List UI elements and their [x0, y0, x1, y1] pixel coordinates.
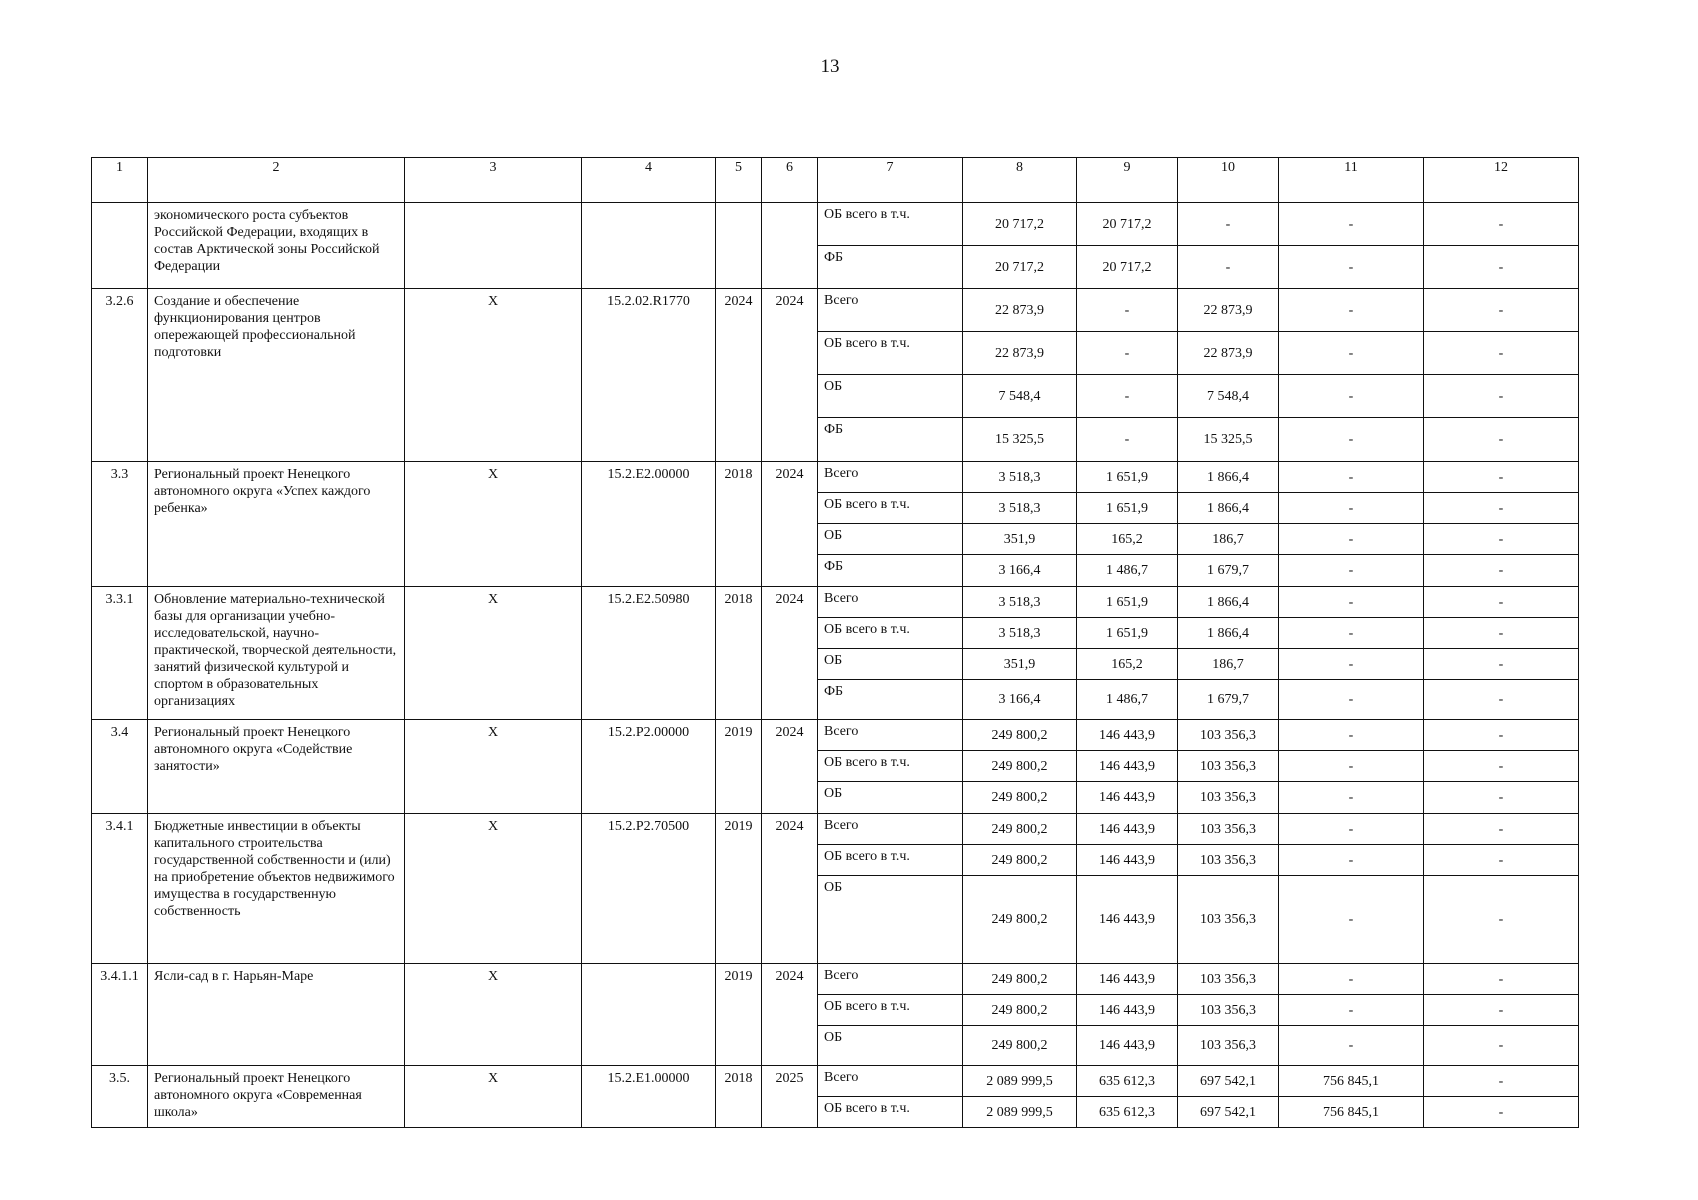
amount-total-cell: 22 873,9 — [963, 289, 1077, 332]
amount-total-cell: 3 518,3 — [963, 618, 1077, 649]
amount-cell: - — [1424, 418, 1579, 462]
amount-cell: 15 325,5 — [1178, 418, 1279, 462]
table-row — [92, 964, 1579, 995]
budget-code-cell: 15.2.02.R1770 — [582, 289, 716, 462]
amount-total-cell: 3 518,3 — [963, 462, 1077, 493]
amount-total-cell: 7 548,4 — [963, 375, 1077, 418]
item-number-cell — [92, 203, 148, 289]
budget-code-cell: 15.2.E2.00000 — [582, 462, 716, 587]
item-name-cell: Региональный проект Ненецкого автономного округа «Успех каждого ребенка» — [148, 462, 405, 587]
end-year-cell: 2025 — [762, 1066, 818, 1128]
col-header: 5 — [716, 158, 762, 203]
amount-cell: 1 651,9 — [1077, 462, 1178, 493]
amount-cell: - — [1279, 524, 1424, 555]
amount-total-cell: 249 800,2 — [963, 814, 1077, 845]
amount-total-cell: 249 800,2 — [963, 1026, 1077, 1066]
amount-cell: - — [1279, 649, 1424, 680]
amount-cell: 103 356,3 — [1178, 845, 1279, 876]
budget-table — [91, 157, 1579, 1128]
amount-total-cell: 20 717,2 — [963, 246, 1077, 289]
amount-cell: - — [1424, 587, 1579, 618]
funding-source-cell: ОБ всего в т.ч. — [818, 995, 963, 1026]
funding-source-cell: Всего — [818, 1066, 963, 1097]
end-year-cell: 2024 — [762, 289, 818, 462]
amount-total-cell: 22 873,9 — [963, 332, 1077, 375]
col3-cell: X — [405, 814, 582, 964]
amount-cell: 146 443,9 — [1077, 964, 1178, 995]
amount-cell: 103 356,3 — [1178, 1026, 1279, 1066]
amount-total-cell: 351,9 — [963, 649, 1077, 680]
amount-cell: 146 443,9 — [1077, 876, 1178, 964]
funding-source-cell: ОБ всего в т.ч. — [818, 203, 963, 246]
funding-source-cell: Всего — [818, 964, 963, 995]
amount-total-cell: 3 166,4 — [963, 680, 1077, 720]
funding-source-cell: Всего — [818, 720, 963, 751]
col-header: 1 — [92, 158, 148, 203]
amount-cell: 1 866,4 — [1178, 493, 1279, 524]
start-year-cell: 2024 — [716, 289, 762, 462]
funding-source-cell: ОБ — [818, 1026, 963, 1066]
funding-source-cell: ОБ — [818, 876, 963, 964]
amount-cell: - — [1424, 814, 1579, 845]
amount-cell: 103 356,3 — [1178, 814, 1279, 845]
amount-cell: - — [1279, 876, 1424, 964]
amount-cell: 1 486,7 — [1077, 555, 1178, 587]
amount-cell: - — [1424, 720, 1579, 751]
col-header: 3 — [405, 158, 582, 203]
amount-cell: - — [1424, 555, 1579, 587]
col3-cell: X — [405, 1066, 582, 1128]
budget-code-cell: 15.2.P2.70500 — [582, 814, 716, 964]
table-row — [92, 1066, 1579, 1097]
amount-cell: - — [1424, 782, 1579, 814]
amount-cell: 22 873,9 — [1178, 289, 1279, 332]
amount-cell: - — [1424, 649, 1579, 680]
amount-cell: - — [1279, 751, 1424, 782]
amount-cell: 103 356,3 — [1178, 964, 1279, 995]
item-name-cell: Региональный проект Ненецкого автономного округа «Современная школа» — [148, 1066, 405, 1128]
col-header: 4 — [582, 158, 716, 203]
budget-code-cell — [582, 203, 716, 289]
amount-cell: - — [1279, 587, 1424, 618]
col-header: 8 — [963, 158, 1077, 203]
amount-cell: - — [1178, 203, 1279, 246]
amount-cell: 635 612,3 — [1077, 1066, 1178, 1097]
amount-cell: - — [1279, 375, 1424, 418]
end-year-cell: 2024 — [762, 964, 818, 1066]
amount-cell: - — [1279, 332, 1424, 375]
amount-cell: 103 356,3 — [1178, 720, 1279, 751]
amount-total-cell: 249 800,2 — [963, 845, 1077, 876]
amount-cell: 1 866,4 — [1178, 618, 1279, 649]
amount-cell: - — [1077, 375, 1178, 418]
amount-cell: - — [1077, 418, 1178, 462]
item-name-cell: Ясли-сад в г. Нарьян-Маре — [148, 964, 405, 1066]
amount-cell: - — [1424, 332, 1579, 375]
end-year-cell — [762, 203, 818, 289]
amount-cell: 1 651,9 — [1077, 493, 1178, 524]
amount-cell: 103 356,3 — [1178, 995, 1279, 1026]
amount-cell: - — [1279, 964, 1424, 995]
amount-cell: 146 443,9 — [1077, 814, 1178, 845]
amount-cell: 635 612,3 — [1077, 1097, 1178, 1128]
amount-cell: 103 356,3 — [1178, 751, 1279, 782]
funding-source-cell: ОБ — [818, 524, 963, 555]
item-name-cell: Обновление материально-технической базы для организации учебно-исследовательской, научно-практической, творческой деятельности, занятий физической культурой и спортом в образовательных организациях — [148, 587, 405, 720]
amount-cell: 756 845,1 — [1279, 1066, 1424, 1097]
amount-total-cell: 3 518,3 — [963, 587, 1077, 618]
start-year-cell: 2018 — [716, 587, 762, 720]
end-year-cell: 2024 — [762, 720, 818, 814]
amount-cell: 20 717,2 — [1077, 246, 1178, 289]
budget-code-cell: 15.2.P2.00000 — [582, 720, 716, 814]
table-row — [92, 587, 1579, 618]
amount-total-cell: 249 800,2 — [963, 964, 1077, 995]
item-name-cell: Создание и обеспечение функционирования центров опережающей профессиональной подготовки — [148, 289, 405, 462]
amount-cell: - — [1424, 680, 1579, 720]
funding-source-cell: ФБ — [818, 418, 963, 462]
amount-cell: 1 651,9 — [1077, 587, 1178, 618]
amount-cell: 186,7 — [1178, 524, 1279, 555]
amount-total-cell: 2 089 999,5 — [963, 1066, 1077, 1097]
col3-cell — [405, 203, 582, 289]
end-year-cell: 2024 — [762, 814, 818, 964]
amount-cell: - — [1424, 964, 1579, 995]
col3-cell: X — [405, 720, 582, 814]
table-row — [92, 203, 1579, 246]
amount-cell: - — [1424, 462, 1579, 493]
item-number-cell: 3.2.6 — [92, 289, 148, 462]
amount-cell: - — [1424, 845, 1579, 876]
amount-cell: - — [1279, 995, 1424, 1026]
amount-total-cell: 351,9 — [963, 524, 1077, 555]
col-header: 12 — [1424, 158, 1579, 203]
amount-cell: 146 443,9 — [1077, 995, 1178, 1026]
funding-source-cell: ОБ всего в т.ч. — [818, 1097, 963, 1128]
amount-cell: 146 443,9 — [1077, 751, 1178, 782]
funding-source-cell: ОБ всего в т.ч. — [818, 618, 963, 649]
amount-cell: - — [1279, 618, 1424, 649]
amount-cell: - — [1279, 1026, 1424, 1066]
funding-source-cell: Всего — [818, 289, 963, 332]
amount-cell: - — [1077, 289, 1178, 332]
start-year-cell: 2019 — [716, 814, 762, 964]
amount-cell: 146 443,9 — [1077, 1026, 1178, 1066]
amount-total-cell: 2 089 999,5 — [963, 1097, 1077, 1128]
amount-cell: 1 866,4 — [1178, 462, 1279, 493]
amount-cell: - — [1424, 203, 1579, 246]
item-number-cell: 3.3.1 — [92, 587, 148, 720]
amount-total-cell: 249 800,2 — [963, 751, 1077, 782]
item-number-cell: 3.5. — [92, 1066, 148, 1128]
funding-source-cell: ОБ — [818, 782, 963, 814]
item-number-cell: 3.4.1 — [92, 814, 148, 964]
amount-cell: 1 866,4 — [1178, 587, 1279, 618]
amount-cell: - — [1279, 493, 1424, 524]
amount-cell: - — [1424, 493, 1579, 524]
amount-cell: - — [1424, 375, 1579, 418]
amount-cell: - — [1424, 1066, 1579, 1097]
funding-source-cell: ОБ — [818, 375, 963, 418]
funding-source-cell: ФБ — [818, 555, 963, 587]
col3-cell: X — [405, 587, 582, 720]
amount-cell: 103 356,3 — [1178, 876, 1279, 964]
amount-cell: 165,2 — [1077, 524, 1178, 555]
amount-cell: - — [1279, 680, 1424, 720]
item-name-cell: Бюджетные инвестиции в объекты капитального строительства государственной собственности и (или) на приобретение объектов недвижимого имущества в государственную собственность — [148, 814, 405, 964]
amount-cell: - — [1279, 845, 1424, 876]
amount-cell: - — [1279, 246, 1424, 289]
table-row — [92, 462, 1579, 493]
amount-cell: - — [1279, 814, 1424, 845]
amount-cell: 20 717,2 — [1077, 203, 1178, 246]
end-year-cell: 2024 — [762, 462, 818, 587]
start-year-cell: 2019 — [716, 720, 762, 814]
amount-cell: 697 542,1 — [1178, 1066, 1279, 1097]
amount-cell: 146 443,9 — [1077, 782, 1178, 814]
amount-cell: - — [1279, 203, 1424, 246]
table-row — [92, 814, 1579, 845]
amount-cell: - — [1424, 995, 1579, 1026]
funding-source-cell: Всего — [818, 814, 963, 845]
budget-code-cell — [582, 964, 716, 1066]
col-header: 2 — [148, 158, 405, 203]
start-year-cell: 2018 — [716, 462, 762, 587]
amount-cell: - — [1424, 246, 1579, 289]
start-year-cell: 2018 — [716, 1066, 762, 1128]
item-number-cell: 3.4 — [92, 720, 148, 814]
funding-source-cell: Всего — [818, 587, 963, 618]
amount-cell: - — [1424, 876, 1579, 964]
amount-cell: - — [1279, 289, 1424, 332]
amount-cell: - — [1424, 618, 1579, 649]
amount-total-cell: 3 518,3 — [963, 493, 1077, 524]
funding-source-cell: ОБ всего в т.ч. — [818, 751, 963, 782]
item-name-cell: Региональный проект Ненецкого автономного округа «Содействие занятости» — [148, 720, 405, 814]
col3-cell: X — [405, 964, 582, 1066]
amount-total-cell: 249 800,2 — [963, 876, 1077, 964]
amount-cell: 22 873,9 — [1178, 332, 1279, 375]
amount-total-cell: 20 717,2 — [963, 203, 1077, 246]
amount-cell: - — [1424, 289, 1579, 332]
amount-total-cell: 15 325,5 — [963, 418, 1077, 462]
amount-cell: 1 679,7 — [1178, 680, 1279, 720]
amount-cell: - — [1424, 524, 1579, 555]
page-number: 13 — [820, 56, 840, 77]
col-header: 9 — [1077, 158, 1178, 203]
col-header: 6 — [762, 158, 818, 203]
amount-cell: - — [1279, 555, 1424, 587]
amount-cell: - — [1279, 462, 1424, 493]
col-header: 11 — [1279, 158, 1424, 203]
amount-cell: 1 486,7 — [1077, 680, 1178, 720]
funding-source-cell: ОБ всего в т.ч. — [818, 332, 963, 375]
header-row — [92, 158, 1579, 203]
item-number-cell: 3.3 — [92, 462, 148, 587]
table-row — [92, 289, 1579, 332]
amount-total-cell: 249 800,2 — [963, 995, 1077, 1026]
col-header: 7 — [818, 158, 963, 203]
funding-source-cell: ФБ — [818, 246, 963, 289]
funding-source-cell: ОБ всего в т.ч. — [818, 845, 963, 876]
funding-source-cell: ФБ — [818, 680, 963, 720]
amount-cell: - — [1178, 246, 1279, 289]
budget-code-cell: 15.2.E1.00000 — [582, 1066, 716, 1128]
col-header: 10 — [1178, 158, 1279, 203]
amount-total-cell: 249 800,2 — [963, 720, 1077, 751]
amount-cell: - — [1424, 751, 1579, 782]
amount-cell: 7 548,4 — [1178, 375, 1279, 418]
amount-cell: - — [1279, 782, 1424, 814]
funding-source-cell: Всего — [818, 462, 963, 493]
funding-source-cell: ОБ — [818, 649, 963, 680]
amount-cell: - — [1279, 720, 1424, 751]
budget-code-cell: 15.2.E2.50980 — [582, 587, 716, 720]
amount-cell: 146 443,9 — [1077, 845, 1178, 876]
amount-cell: 1 651,9 — [1077, 618, 1178, 649]
amount-cell: - — [1077, 332, 1178, 375]
start-year-cell — [716, 203, 762, 289]
col3-cell: X — [405, 462, 582, 587]
end-year-cell: 2024 — [762, 587, 818, 720]
amount-total-cell: 3 166,4 — [963, 555, 1077, 587]
amount-cell: 697 542,1 — [1178, 1097, 1279, 1128]
start-year-cell: 2019 — [716, 964, 762, 1066]
amount-cell: 756 845,1 — [1279, 1097, 1424, 1128]
amount-cell: - — [1424, 1097, 1579, 1128]
amount-cell: 165,2 — [1077, 649, 1178, 680]
item-name-cell: экономического роста субъектов Российской Федерации, входящих в состав Арктической зоны Российской Федерации — [148, 203, 405, 289]
amount-cell: 186,7 — [1178, 649, 1279, 680]
amount-cell: - — [1424, 1026, 1579, 1066]
amount-cell: - — [1279, 418, 1424, 462]
amount-cell: 103 356,3 — [1178, 782, 1279, 814]
amount-cell: 146 443,9 — [1077, 720, 1178, 751]
col3-cell: X — [405, 289, 582, 462]
table-row — [92, 720, 1579, 751]
amount-total-cell: 249 800,2 — [963, 782, 1077, 814]
amount-cell: 1 679,7 — [1178, 555, 1279, 587]
funding-source-cell: ОБ всего в т.ч. — [818, 493, 963, 524]
item-number-cell: 3.4.1.1 — [92, 964, 148, 1066]
